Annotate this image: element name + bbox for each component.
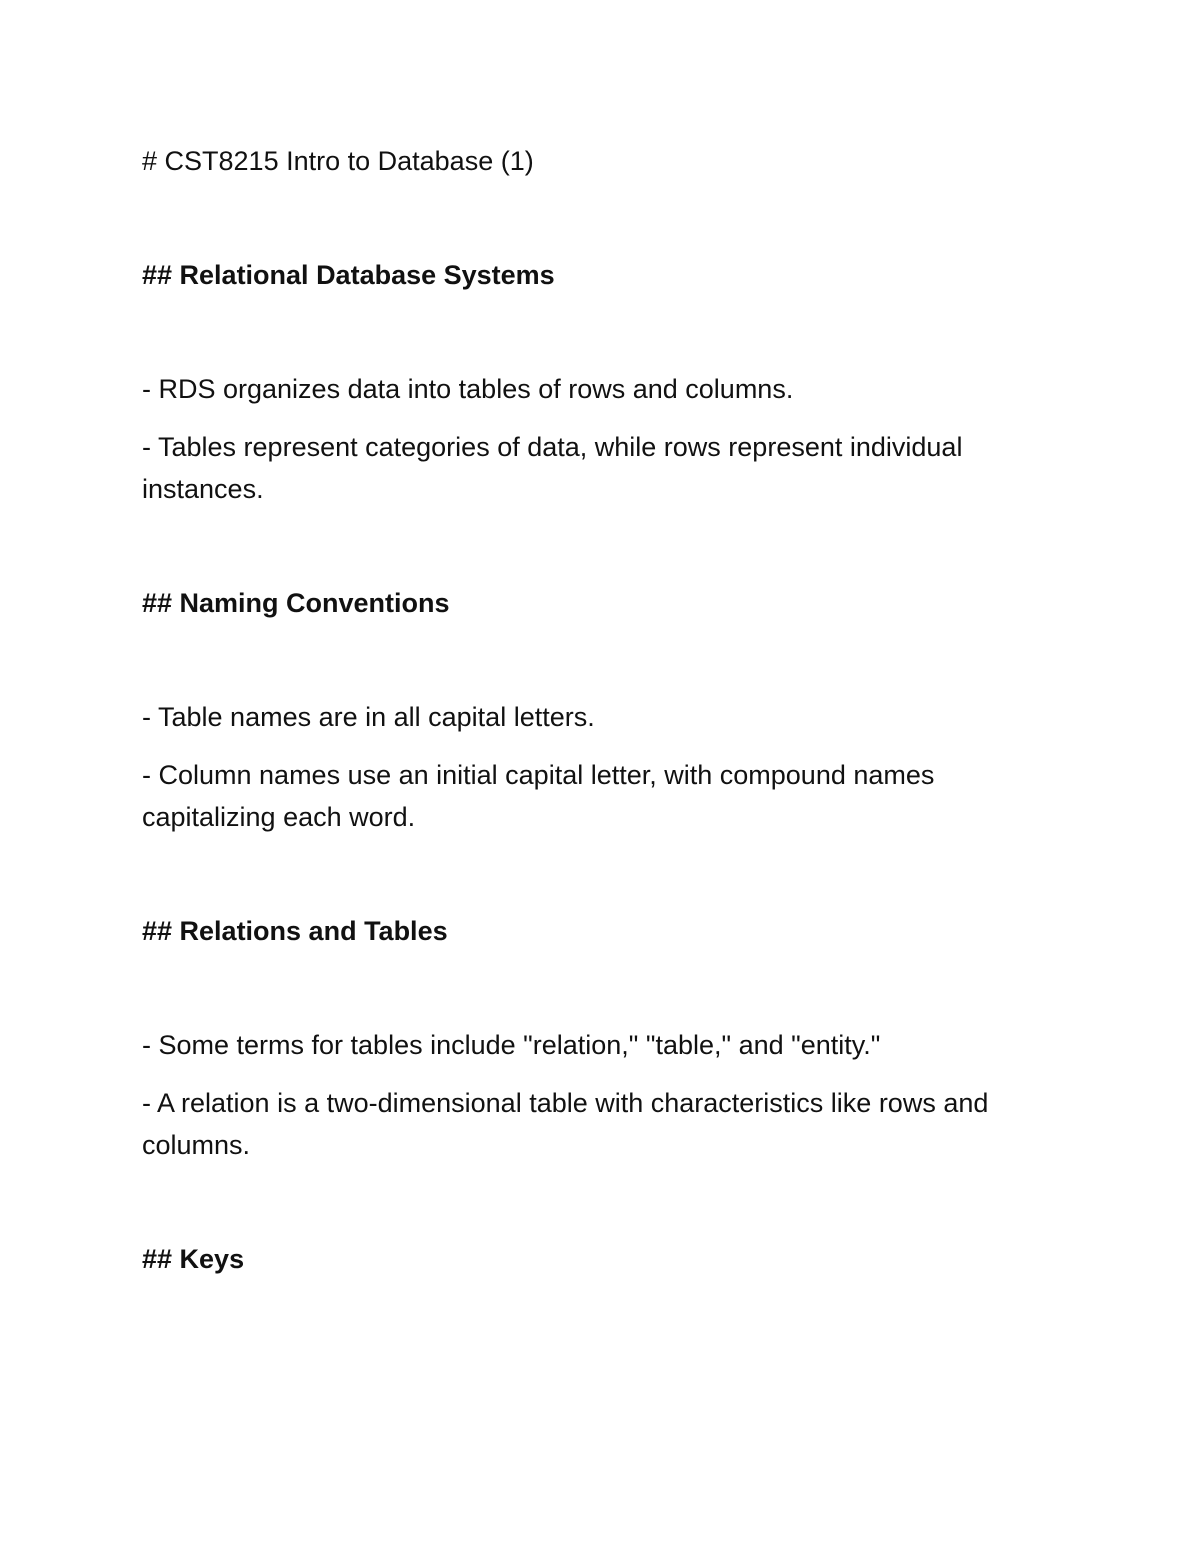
section-heading-relations-and-tables: ## Relations and Tables: [142, 916, 448, 946]
bullet-table-names: - Table names are in all capital letters.: [142, 702, 595, 732]
bullet-tables-represent: - Tables represent categories of data, while rows represent individual instances.: [142, 432, 963, 504]
section-heading-naming-conventions: ## Naming Conventions: [142, 588, 450, 618]
bullet-relation-definition: - A relation is a two-dimensional table with characteristics like rows and columns.: [142, 1088, 989, 1160]
document-content: [142, 140, 1072, 1352]
bullet-rds-organizes: - RDS organizes data into tables of rows and columns.: [142, 374, 794, 404]
bullet-terms-for-tables: - Some terms for tables include "relation," "table," and "entity.": [142, 1030, 881, 1060]
bullet-column-names: - Column names use an initial capital letter, with compound names capitalizing each word.: [142, 760, 935, 832]
document-title: # CST8215 Intro to Database (1): [142, 146, 534, 176]
section-heading-relational-database-systems: ## Relational Database Systems: [142, 260, 555, 290]
section-heading-keys: ## Keys: [142, 1244, 245, 1274]
